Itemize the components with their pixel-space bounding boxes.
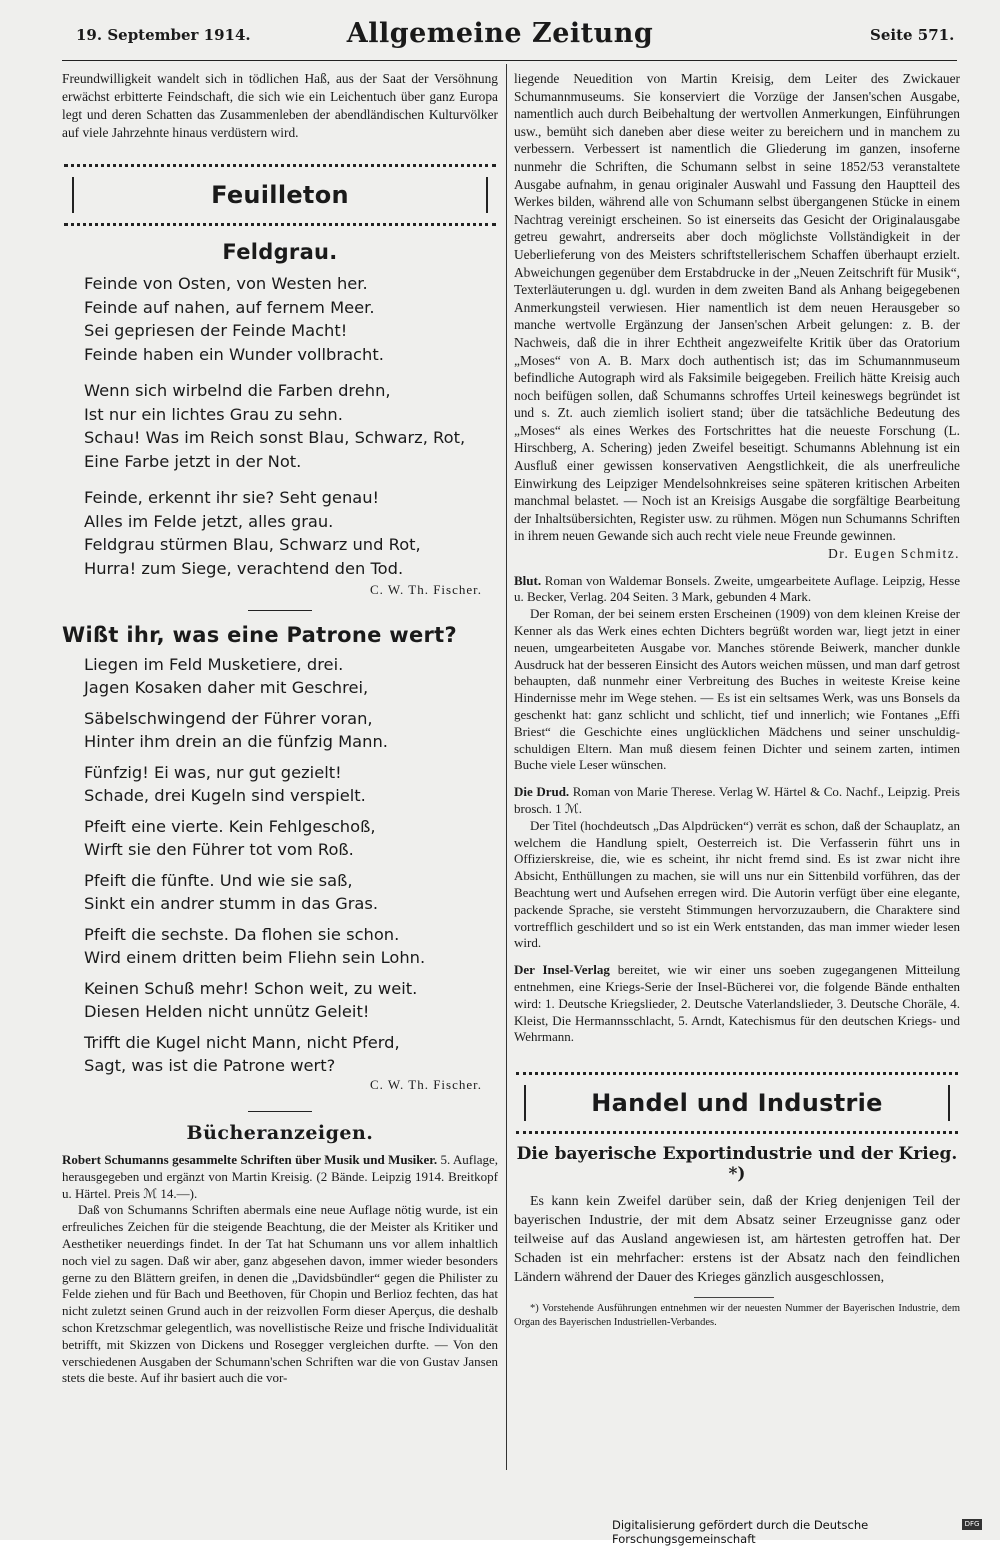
left-column — [62, 66, 498, 1387]
poem-stanza — [84, 486, 498, 580]
poem-line: Keinen Schuß mehr! Schon weit, zu weit. — [84, 979, 418, 998]
poem-line: Eine Farbe jetzt in der Not. — [84, 451, 302, 471]
review-bibliography: Roman von Marie Therese. Verlag W. Härtel & Co. Nachf., Leipzig. Preis brosch. 1 ℳ. — [514, 784, 960, 816]
header-rule — [62, 60, 957, 61]
article-body: Es kann kein Zweifel darüber sein, daß der Krieg denjenigen Teil der bayerischen Industrie, der mit dem Absatz seiner Erzeugnisse ganz oder teilweise auf das Ausland angewiesen ist, am härtesten getroffen hat. Der Schaden ist ein mehrfacher: erstens ist der Absatz nach den feindlichen Ländern während der Dauer des Krieges gänzlich ausgeschlossen, — [514, 1194, 960, 1286]
poem-author: C. W. Th. Fischer. — [369, 1077, 482, 1092]
poem-stanza — [84, 869, 498, 915]
masthead — [0, 0, 1000, 66]
review-continuation: liegende Neuedition von Martin Kreisig, dem Leiter des Zwickauer Schumannmuseums. Sie konserviert die Vorzüge der Jansen'schen Ausgabe, namentlich auch durch Beibehaltung der wertvollen Anmerkungen, Einführungen usw., bemüht sich daneben aber diese weiter zu bereichern und in manchem zu verbessern. Verbessert ist namentlich die Gliederung im ganzen, insoferne nunmehr die Schriften, die Schumann selbst in seine 1852/53 veranstaltete Ausgabe aufnahm, in genau originaler Auswahl und Fassung den Hauptteil des Werkes bilden, während alle von Schumann selbst übergangenen Stücke in einem Nachtrag vereinigt erscheinen. So ist einerseits das Gesicht der Originalausgabe getreu gewahrt, andrerseits aber doch möglichste Vollständigkeit in der Ueberlieferung von des Meisters schriftstellerischem Schaffen überhaupt erzielt. Abweichungen gegenüber dem Erstabdrucke in der „Neuen Zeitschrift für Musik“, Texterläuterungen u. dgl. wurden in dem zweiten Band als Anhang beigegebenen Anmerkungsteil verwiesen. Hier namentlich ist dem neuen Herausgeber so manche wertvolle Ergänzung der Jansen'schen Arbeit gelungen: z. B. der Nachweis, daß die in ihrer Echtheit angezweifelte Kritik über das Oratorium „Moses“ von A. B. Marx doch authentisch ist; das im Schumannmuseum befindliche Autograph wird als Faksimile beigegeben. Freilich hätte Kreisig auch noch beifügen sollen, daß Schumanns schroffes Urteil keineswegs begründet ist und s. Zt. auch ziemlich isoliert stand; über die tatsächliche Bedeutung des „Moses“ als eines Werkes des Fortschrittes hat die neueste Forschung (L. Hirschberg, A. Schering) jeden Zweifel beseitigt. Schumanns Ablehnung ist ein Ausfluß einer gewissen konservativen Aengstlichkeit, die als unerfreuliche Einwirkung des Leipziger Mendelsohnkreises seine späteren kritischen Arbeiten manchmal belastet. — Noch ist an Kreisigs Ausgabe die sorgfältige Bearbeitung der Inhaltsübersichten, Register usw. zu rühmen. Mögen nun Schumanns Schriften in ihrem neuen Gewande sich auch recht viele neue Freunde gewinnen. — [514, 71, 960, 544]
footnote: *) Vorstehende Ausführungen entnehmen wir der neuesten Nummer der Bayerischen Industrie, dem Organ des Bayerischen Industriellen-Verbandes. — [514, 1303, 960, 1329]
poem-stanza — [84, 379, 498, 473]
poem-title-feldgrau: Feldgrau. — [222, 240, 338, 264]
poem-line: Jagen Kosaken daher mit Geschrei, — [84, 678, 369, 697]
review-bibliography: 5. Auflage, herausgegeben und ergänzt von Martin Kreisig. (2 Bände. Leipzig 1914. Breitkopf u. Härtel. Preis ℳ 14.—). — [62, 1152, 499, 1201]
poem-line: Feinde von Osten, von Westen her. — [84, 274, 368, 293]
notice-heading: Der Insel-Verlag — [514, 962, 610, 978]
poem-line: Hurra! zum Siege, verachtend den Tod. — [84, 558, 404, 578]
review-bibliography: Roman von Waldemar Bonsels. Zweite, umgearbeitete Auflage. Leipzig, Hesse u. Becker, Verlag. 204 Seiten. 3 Mark, gebunden 4 Mark. — [514, 572, 961, 605]
poem-line: Trifft die Kugel nicht Mann, nicht Pferd, — [84, 1033, 400, 1052]
poem-feldgrau — [84, 272, 498, 580]
poem-line: Ist nur ein lichtes Grau zu sehn. — [84, 404, 343, 424]
right-column — [514, 66, 960, 1330]
poem-line: Diesen Helden nicht unnütz Geleit! — [84, 1002, 370, 1021]
poem-line: Pfeift die sechste. Da flohen sie schon. — [84, 925, 400, 944]
poem-line: Alles im Felde jetzt, alles grau. — [84, 511, 334, 531]
review-body: Der Titel (hochdeutsch „Das Alpdrücken“) verrät es schon, daß der Schauplatz, an welchem die Handlung spielt, Oesterreich ist. Die Verfasserin führt uns in Offizierskreise, die, wie es scheint, ihr nicht fremd sind. Es ist zwar nicht ihre Absicht, Enthüllungen zu machen, sie will uns nur ein Sittenbild vorführen, das der Beachtung wert und Aufsehen erregen wird. Die Autorin verfügt über eine elegante, packende Sprache, sie versteht Stimmungen hervorzuzaubern, die Charaktere sind vortrefflich geschildert und so ist ein Werk entstanden, das man immer wieder lesen wird. — [514, 817, 960, 951]
review-heading: Robert Schumanns gesammelte Schriften über Musik und Musiker. — [62, 1152, 438, 1167]
notice-body: bereitet, wie wir einer uns soeben zugegangenen Mitteilung entnehmen, eine Kriegs-Serie der Insel-Bücherei vor, die folgende Bände enthalten wird: 1. Deutsche Kriegslieder, 2. Deutsche Vaterlandslieder, 3. Deutsche Choräle, 4. Kleist, Die Hermannsschlacht, 5. Arndt, Katechismus für den deutschen Kriegs- und Wehrmann. — [514, 962, 961, 1045]
poem-stanza — [84, 923, 498, 969]
newspaper-title: Allgemeine Zeitung — [346, 18, 654, 49]
separator-rule — [248, 610, 312, 611]
poem-line: Sei gepriesen der Feinde Macht! — [84, 321, 348, 340]
page-number: Seite 571. — [870, 26, 955, 44]
poem-patrone — [84, 653, 498, 1077]
poem-stanza — [84, 272, 498, 366]
review-body: Daß von Schumanns Schriften abermals eine neue Auflage nötig wurde, ist ein erfreuliches Zeichen für die steigende Beachtung, die der Meister als Kritiker und Aesthetiker neuerdings findet. In der Tat hat Schumann uns vor allem inhaltlich noch viel zu sagen. Daß wir aber, ganz abgesehen davon, immer wieder besonders gerne zu den Blättern greifen, in denen die „Davidsbündler“ gegen die Philister zu Felde ziehen und für Bach und Beethoven, für Chopin und Berlioz fechten, das hat nicht zuletzt seinen Grund auch in der reizvollen Form dieser Aperçus, die deshalb schon Kretzschmar gelegentlich, was novellistische Reize und frische Individualität betrifft, mit Skizzen von Dickens und Rosegger vergleichen durfte. — Von den verschiedenen Ausgaben der Schumann'schen Schriften war die von Gustav Jansen stets die beste. Auf ihr basiert auch die vor- — [62, 1202, 498, 1386]
review-signature: Dr. Eugen Schmitz. — [828, 546, 960, 562]
poem-line: Wird einem dritten beim Fliehn sein Lohn. — [84, 948, 426, 967]
book-reviews-heading: Bücheranzeigen. — [186, 1122, 374, 1144]
poem-line: Feldgrau stürmen Blau, Schwarz und Rot, — [84, 535, 421, 554]
dfg-logo: DFG — [962, 1519, 982, 1530]
review-body: Der Roman, der bei seinem ersten Erscheinen (1909) von dem kleinen Kreise der Kenner als das Werk eines echten Dichters begrüßt worden war, liegt jetzt in einer neuen, umgearbeiteten Ausgabe vor. Manches störende Beiwerk, mancher dunkle Ausdruck hat der besseren Einsicht des Autors weichen müssen, und man darf getrost behaupten, daß nunmehr einer Verbreitung des Buches in weiteste Kreise keine Hindernisse mehr im Wege stehen. — Es ist ein seltsames Werk, was uns Bonsels da geschenkt hat: ganz schlicht und schlicht, tief und innerlich; wie Fontanes „Effi Briest“ die Geschichte eines unglücklichen Mädchens und seiner unschuldig-schuldigen Eltern. Man muß diesem feinen Dichter und seinem zarten, intimen Buche viele Leser wünschen. — [514, 606, 960, 773]
poem-line: Feinde, erkennt ihr sie? Seht genau! — [84, 488, 380, 507]
review-heading: Die Drud. — [514, 784, 570, 800]
poem-line: Pfeift eine vierte. Kein Fehlgeschoß, — [84, 817, 376, 836]
digitization-credit: Digitalisierung gefördert durch die Deutsche Forschungsgemeinschaft — [612, 1518, 869, 1546]
poem-line: Wirft sie den Führer tot vom Roß. — [84, 840, 354, 859]
poem-line: Schau! Was im Reich sonst Blau, Schwarz, Rot, — [84, 428, 466, 447]
column-divider — [506, 64, 507, 1470]
poem-stanza — [84, 653, 498, 699]
poem-line: Schade, drei Kugeln sind verspielt. — [84, 786, 366, 805]
poem-stanza — [84, 1031, 498, 1077]
poem-line: Liegen im Feld Musketiere, drei. — [84, 655, 344, 674]
poem-line: Feinde haben ein Wunder vollbracht. — [84, 344, 384, 364]
poem-line: Feinde auf nahen, auf fernem Meer. — [84, 297, 375, 317]
poem-line: Hinter ihm drein an die fünfzig Mann. — [84, 732, 388, 751]
poem-line: Sinkt ein andrer stumm in das Gras. — [84, 894, 379, 913]
poem-line: Fünfzig! Ei was, nur gut gezielt! — [84, 763, 342, 782]
poem-stanza — [84, 977, 498, 1023]
poem-line: Säbelschwingend der Führer voran, — [84, 709, 373, 728]
feuilleton-banner — [64, 164, 496, 226]
poem-line: Sagt, was ist die Patrone wert? — [84, 1056, 336, 1075]
review-entry — [514, 573, 960, 607]
footnote-rule — [694, 1297, 774, 1298]
poem-stanza — [84, 815, 498, 861]
poem-stanza — [84, 707, 498, 753]
poem-title-patrone: Wißt ihr, was eine Patrone wert? — [62, 623, 457, 647]
review-entry — [62, 1152, 498, 1202]
review-entry — [514, 784, 960, 818]
poem-line: Wenn sich wirbelnd die Farben drehn, — [84, 381, 391, 400]
handel-heading: Handel und Industrie — [591, 1089, 883, 1118]
notice-entry — [514, 962, 960, 1046]
feuilleton-heading: Feuilleton — [211, 181, 349, 209]
intro-paragraph: Freundwilligkeit wandelt sich in tödlichen Haß, aus der Saat der Versöhnung erwächst erbitterte Feindschaft, die sich wie ein Leichentuch über ganz Europa legt und deren Schatten das Zusammenleben der abendländischen Kulturvölker auf viele Jahrzehnte hinaus verdüstern wird. — [62, 71, 498, 140]
poem-author: C. W. Th. Fischer. — [369, 582, 482, 597]
article-title: Die bayerische Exportindustrie und der Krieg. *) — [516, 1144, 958, 1185]
issue-date: 19. September 1914. — [76, 26, 251, 44]
separator-rule — [248, 1111, 312, 1112]
review-heading: Blut. — [514, 572, 542, 588]
handel-banner — [516, 1072, 958, 1134]
poem-line: Pfeift die fünfte. Und wie sie saß, — [84, 871, 353, 890]
poem-stanza — [84, 761, 498, 807]
